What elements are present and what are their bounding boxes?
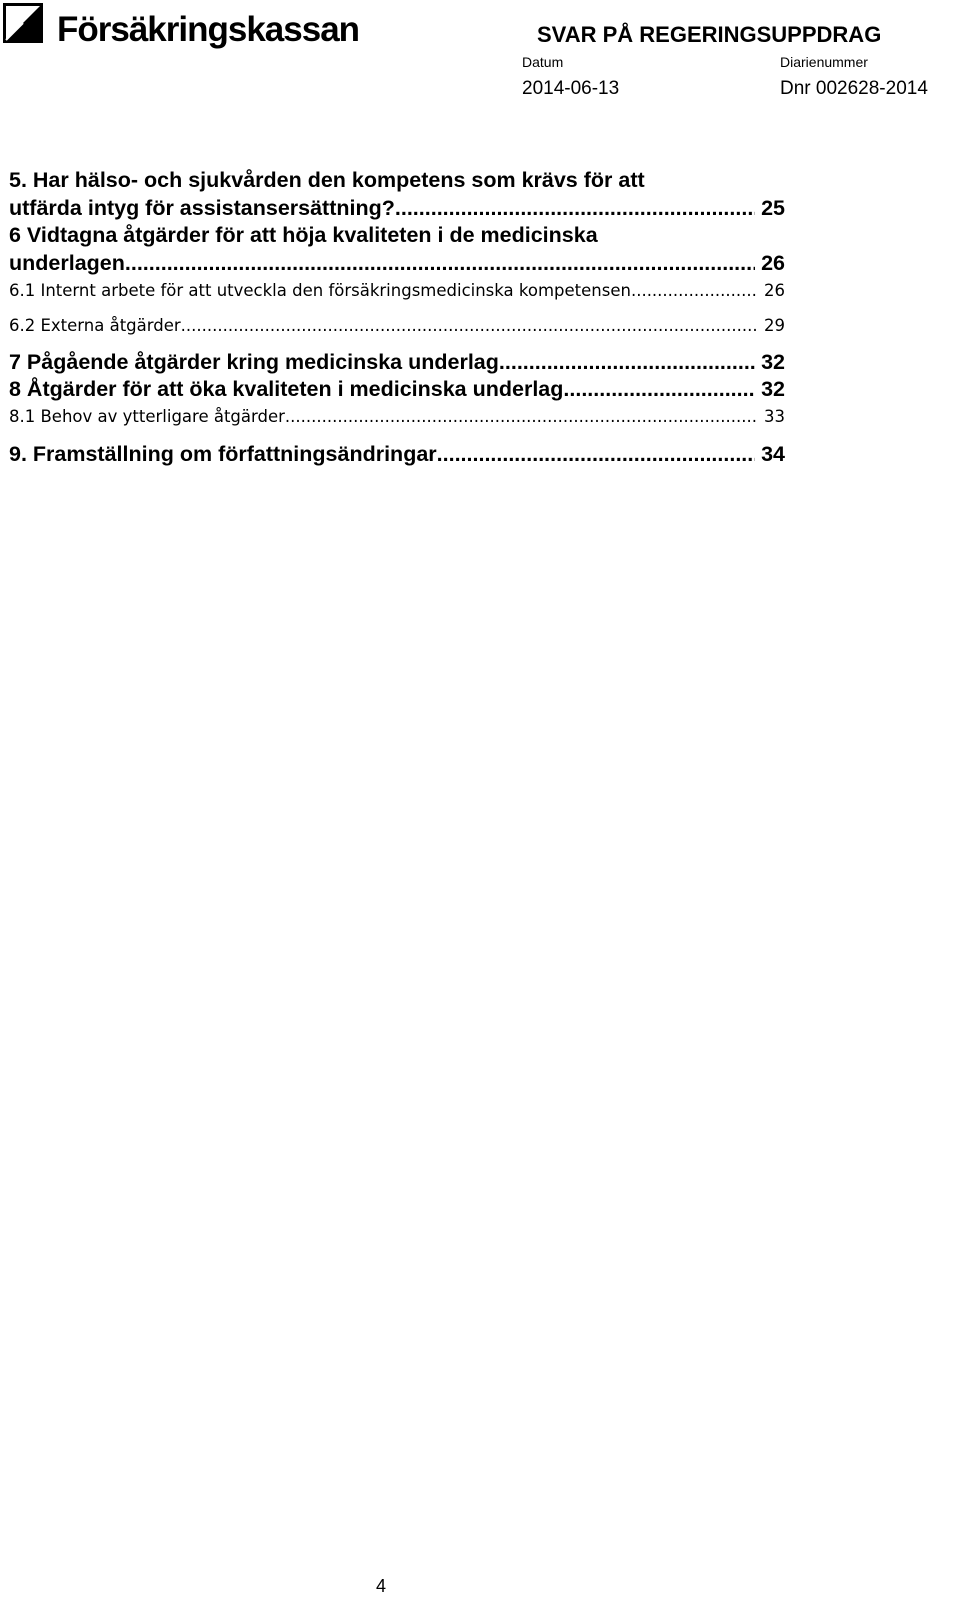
- diary-number-label: Diarienummer: [780, 54, 868, 70]
- toc-entry-8[interactable]: [9, 376, 785, 403]
- toc-leader-dots: [181, 315, 758, 337]
- toc-entry-page: 26: [761, 251, 785, 275]
- toc-entry-5[interactable]: [9, 195, 785, 222]
- toc-leader-dots: [131, 250, 755, 277]
- toc-leader-dots: [437, 441, 755, 468]
- date-label: Datum: [522, 54, 564, 70]
- forsakringskassan-logo-icon: [3, 3, 43, 43]
- toc-entry-title: 6.1 Internt arbete för att utveckla den försäkringsmedicinska kompetensen: [9, 281, 631, 300]
- toc-entry-title: 8 Åtgärder för att öka kvaliteten i medicinska underlag: [9, 377, 564, 401]
- toc-entry-6-1[interactable]: [9, 280, 785, 302]
- toc-leader-dots: [631, 280, 758, 302]
- toc-entry-7[interactable]: [9, 349, 785, 376]
- logo-wordmark: Försäkringskassan: [57, 10, 360, 49]
- toc-entry-6-2[interactable]: [9, 315, 785, 337]
- toc-leader-dots: [395, 195, 755, 222]
- date-value: 2014-06-13: [522, 78, 620, 99]
- toc-entry-page: 29: [764, 316, 785, 335]
- toc-leader-dots: [285, 406, 758, 428]
- toc-entry-page: 33: [764, 407, 785, 426]
- toc-entry-title: underlagen.: [9, 251, 131, 275]
- page-number: 4: [376, 1576, 387, 1596]
- toc-entry-9[interactable]: [9, 441, 785, 468]
- toc-entry-title: 9. Framställning om författningsändringar: [9, 442, 437, 466]
- diary-number-value: Dnr 002628-2014: [780, 78, 928, 99]
- toc-entry-page: 26: [764, 281, 785, 300]
- toc-entry-6-line1: 6 Vidtagna åtgärder för att höja kvaliteten i de medicinska: [9, 223, 598, 247]
- toc-entry-page: 32: [761, 377, 785, 401]
- toc-leader-dots: [563, 376, 755, 403]
- toc-entry-page: 25: [761, 196, 785, 220]
- toc-entry-8-1[interactable]: [9, 406, 785, 428]
- toc-entry-title: 6.2 Externa åtgärder: [9, 316, 181, 335]
- document-type: SVAR PÅ REGERINGSUPPDRAG: [537, 22, 882, 47]
- toc-leader-dots: [499, 349, 755, 376]
- toc-entry-6[interactable]: [9, 250, 785, 277]
- toc-entry-page: 34: [761, 442, 785, 466]
- toc-entry-title: 7 Pågående åtgärder kring medicinska underlag: [9, 350, 499, 374]
- toc-entry-page: 32: [761, 350, 785, 374]
- toc-entry-title: 8.1 Behov av ytterligare åtgärder: [9, 407, 285, 426]
- toc-entry-5-line1: 5. Har hälso- och sjukvården den kompetens som krävs för att: [9, 168, 645, 192]
- toc-entry-title: utfärda intyg för assistansersättning?: [9, 196, 395, 220]
